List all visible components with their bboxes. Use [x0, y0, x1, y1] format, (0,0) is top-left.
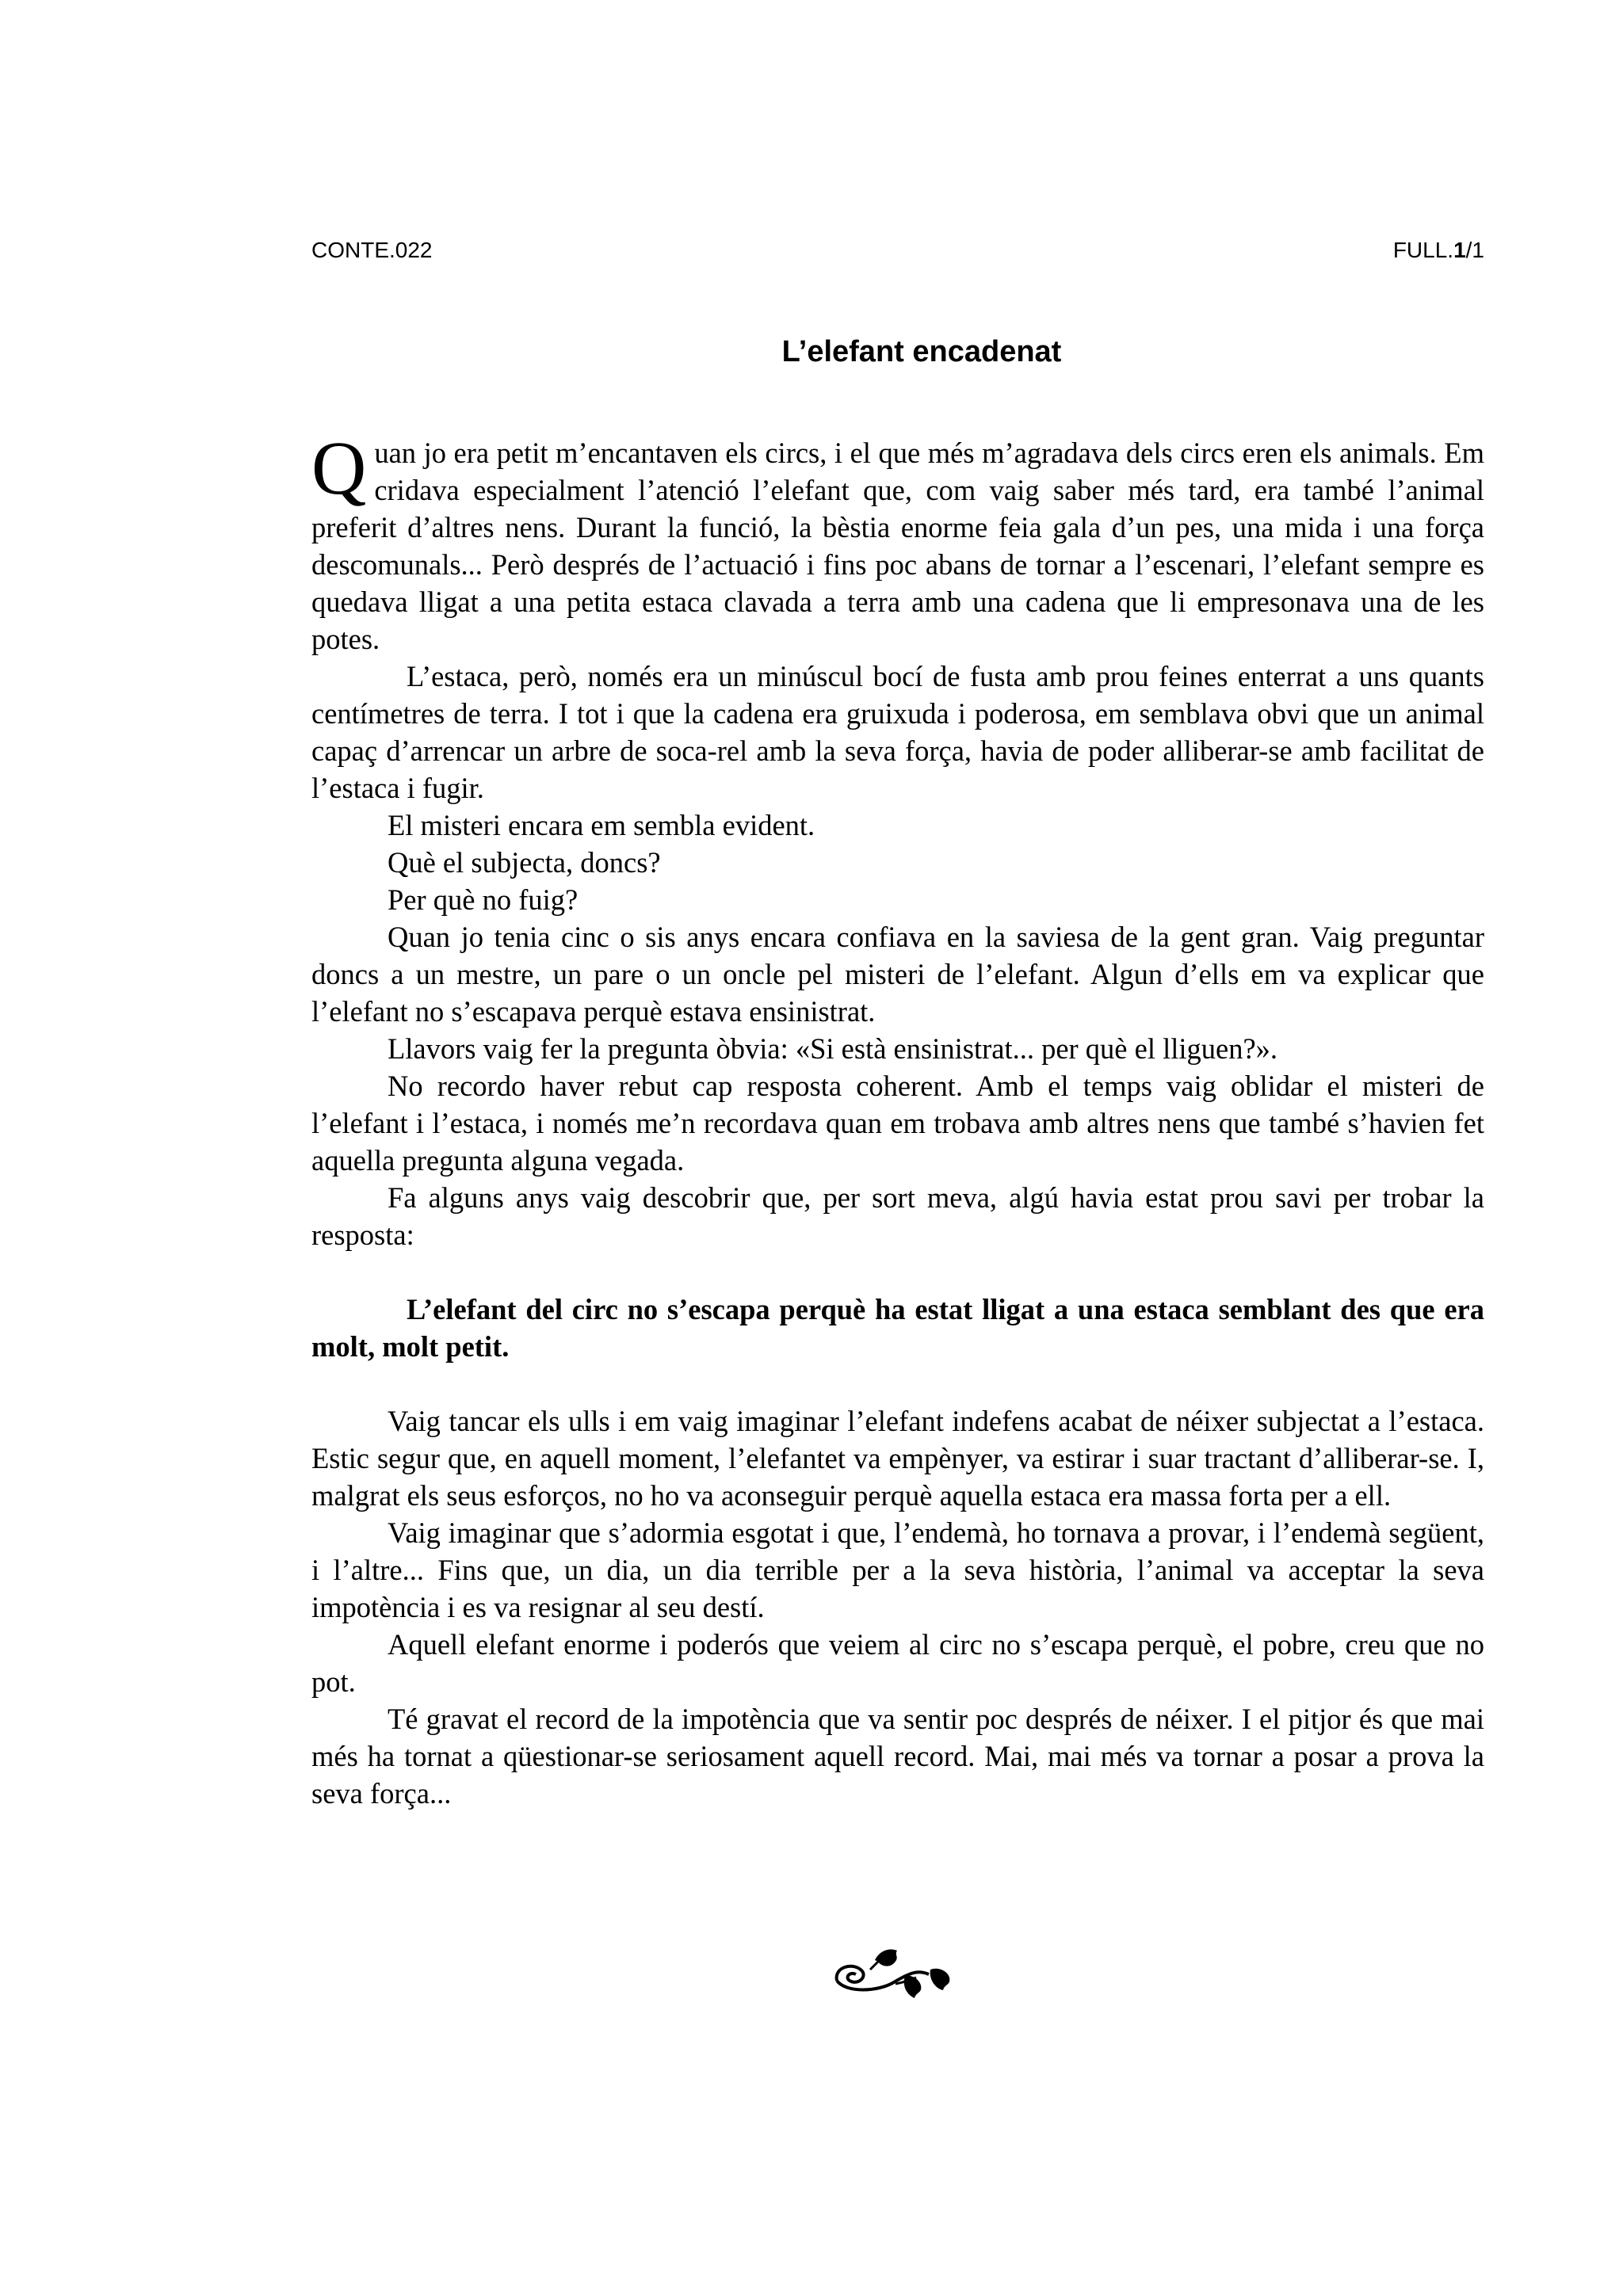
paragraph-1: [311, 425, 1484, 658]
sheet-prefix: FULL.: [1392, 238, 1454, 262]
paragraph-10: Vaig tancar els ulls i em vaig imaginar l’elefant indefens acabat de néixer subjectat a l’estaca. Estic segur que, en aquell moment, l’elefantet va empènyer, va estirar i suar tractant d’alliberar-se. I, malgrat els seus esforços, no ho va aconseguir perquè aquella estaca era massa forta per a ell.: [311, 1405, 1484, 1512]
vine-leaf-ornament-icon: [831, 1943, 973, 2006]
paragraph-13: Té gravat el record de la impotència que va sentir poc després de néixer. I el pitjor és que mai més ha tornat a qüestionar-se seriosament aquell record. Mai, mai més va tornar a posar a prova la seva força...: [311, 1703, 1484, 1810]
paragraph-9: Fa alguns anys vaig descobrir que, per sort meva, algú havia estat prou savi per trobar la resposta:: [311, 1181, 1484, 1251]
spacer: [311, 1253, 1484, 1291]
paragraph-11: Vaig imaginar que s’adormia esgotat i que, l’endemà, ho tornava a provar, i l’endemà següent, i l’altre... Fins que, un dia, un dia terrible per a la seva història, l’animal va acceptar la seva impotència i es va resignar al seu destí.: [311, 1516, 1484, 1623]
paragraph-5: Per què no fuig?: [388, 883, 579, 916]
sheet-current: 1: [1453, 238, 1466, 262]
drop-cap: Q: [311, 425, 367, 510]
paragraph-2: L’estaca, però, només era un minúscul bocí de fusta amb prou feines enterrat a uns quants centímetres de terra. I tot i que la cadena era gruixuda i poderosa, em semblava obvi que un animal capaç d’arrencar un arbre de soca-rel amb la seva força, havia de poder alliberar-se amb facilitat de l’estaca i fugir.: [311, 660, 1484, 804]
sheet-total: /1: [1465, 238, 1484, 262]
page-header: [311, 235, 1484, 266]
paragraph-7: Llavors vaig fer la pregunta òbvia: «Si està ensinistrat... per què el lliguen?».: [388, 1032, 1278, 1065]
story-body: [311, 425, 1484, 1812]
paragraph-8: No recordo haver rebut cap resposta coherent. Amb el temps vaig oblidar el misteri de l’elefant i l’estaca, i només me’n recordava quan em trobava amb altres nens que també s’havien fet aquella pregunta alguna vegada.: [311, 1070, 1484, 1177]
paragraph-3: El misteri encara em sembla evident.: [388, 809, 815, 841]
answer-paragraph: L’elefant del circ no s’escapa perquè ha estat lligat a una estaca semblant des que era molt, molt petit.: [311, 1293, 1484, 1363]
paragraph-1-text: uan jo era petit m’encantaven els circs, i el que més m’agradava dels circs eren els animals. Em cridava especialment l’atenció l’elefant que, com vaig saber més tard, era també l’animal preferit d’altres nens. Durant la funció, la bèstia enorme feia gala d’un pes, una mida i una força descomunals... Però després de l’actuació i fins poc abans de tornar a l’escenari, l’elefant sempre es quedava lligat a una petita estaca clavada a terra amb una cadena que li empresonava una de les potes.: [311, 437, 1484, 655]
paragraph-12: Aquell elefant enorme i poderós que veiem al circ no s’escapa perquè, el pobre, creu que no pot.: [311, 1628, 1484, 1698]
paragraph-4: Què el subjecta, doncs?: [388, 846, 661, 879]
document-code: CONTE.022: [311, 238, 433, 262]
spacer: [311, 1365, 1484, 1402]
story-title: L’elefant encadenat: [781, 335, 1062, 368]
sheet-number: [1393, 235, 1484, 266]
paragraph-6: Quan jo tenia cinc o sis anys encara confiava en la saviesa de la gent gran. Vaig preguntar doncs a un mestre, un pare o un oncle pel misteri de l’elefant. Algun d’ells em va explicar que l’elefant no s’escapava perquè estava ensinistrat.: [311, 921, 1484, 1028]
